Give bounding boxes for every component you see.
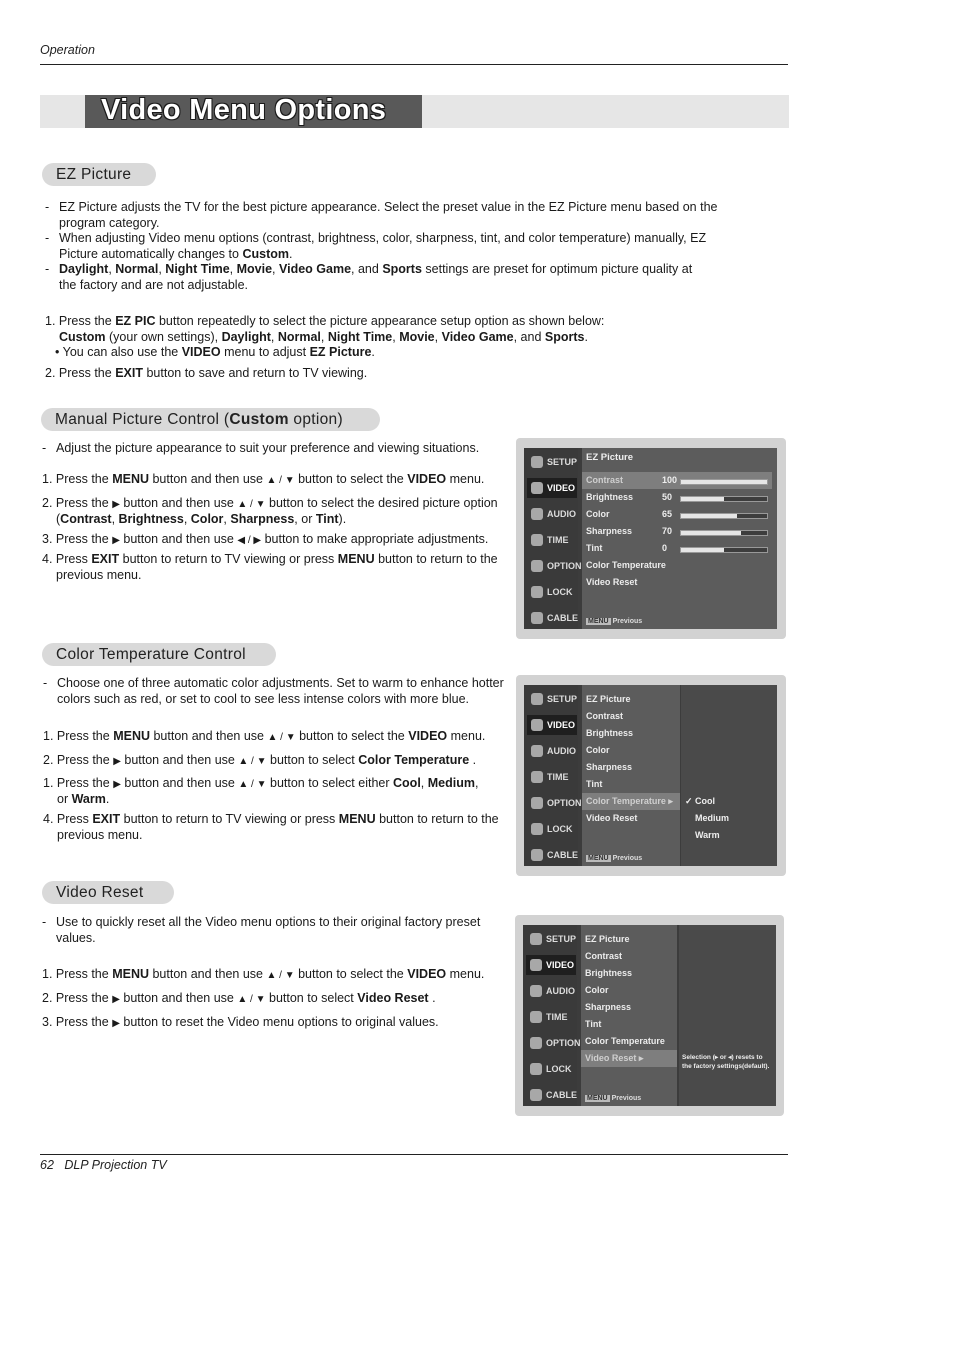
osd-row-tint: Tint <box>586 543 603 553</box>
osd-row-tint: Tint <box>586 779 603 789</box>
osd-value-color: 65 <box>662 509 673 519</box>
osd-option-warm: Warm <box>695 830 720 840</box>
section-heading-video-reset: Video Reset <box>42 881 174 904</box>
osd-reset-note: Selection (▸ or ◂) resets to the factory settings(default). <box>682 1054 770 1070</box>
lock-icon <box>531 586 543 598</box>
osd-tab-lock: LOCK <box>527 582 577 602</box>
osd-tab-column <box>524 448 582 629</box>
osd-row-brightness: Brightness <box>585 968 633 978</box>
audio-icon <box>531 508 543 520</box>
page-title: Video Menu Options <box>101 94 387 126</box>
osd-slider-brightness <box>680 496 768 502</box>
osd-value-contrast: 100 <box>662 475 678 485</box>
osd-footer: MENU Previous <box>587 1095 642 1102</box>
osd-tab-setup: SETUP <box>527 452 577 472</box>
osd-menu-panel <box>581 925 677 1106</box>
osd-row-video-reset: Video Reset <box>586 813 638 823</box>
osd-row-tint: Tint <box>585 1019 602 1029</box>
section-heading-ez-picture: EZ Picture <box>42 163 156 186</box>
time-icon <box>531 771 543 783</box>
cable-icon <box>531 612 543 624</box>
setup-icon <box>531 456 543 468</box>
osd-row-sharpness: Sharpness <box>586 526 633 536</box>
osd-row-brightness: Brightness <box>586 728 634 738</box>
section-heading-color-temperature: Color Temperature Control <box>42 643 276 666</box>
page-footer: 62 DLP Projection TV <box>40 1158 167 1172</box>
osd-tab-option: OPTION <box>526 1033 576 1053</box>
osd-tab-option: OPTION <box>527 793 577 813</box>
osd-row-color-temperature: Color Temperature ▸ <box>582 793 680 810</box>
osd-tab-video: VIDEO <box>526 955 576 975</box>
osd-tab-time: TIME <box>527 530 577 550</box>
osd-row-ez-picture: EZ Picture <box>586 694 631 704</box>
osd-screenshot-video-menu <box>516 438 786 639</box>
time-icon <box>531 534 543 546</box>
setup-icon <box>530 933 542 945</box>
osd-row-color-temperature: Color Temperature <box>586 560 666 570</box>
setup-icon <box>531 693 543 705</box>
osd-screenshot-color-temperature <box>516 675 786 876</box>
osd-tab-audio: AUDIO <box>527 741 577 761</box>
osd-row-sharpness: Sharpness <box>585 1002 632 1012</box>
cable-icon <box>531 849 543 861</box>
osd-row-color: Color <box>586 509 610 519</box>
osd-row-color: Color <box>585 985 609 995</box>
video-icon <box>530 959 542 971</box>
lock-icon <box>530 1063 542 1075</box>
osd-tab-video: VIDEO <box>527 478 577 498</box>
osd-tab-setup: SETUP <box>526 929 576 949</box>
osd-slider-contrast <box>680 479 768 485</box>
osd-screenshot-video-reset <box>515 915 784 1116</box>
option-icon <box>531 560 543 572</box>
osd-value-brightness: 50 <box>662 492 673 502</box>
osd-row-contrast: Contrast <box>582 472 772 489</box>
osd-tab-cable: CABLE <box>527 608 577 628</box>
osd-tab-audio: AUDIO <box>527 504 577 524</box>
osd-menu-panel <box>582 685 680 866</box>
osd-footer: MENU Previous <box>588 618 643 625</box>
osd-submenu-video-reset <box>679 925 776 1106</box>
osd-row-color-temperature: Color Temperature <box>585 1036 665 1046</box>
osd-tab-audio: AUDIO <box>526 981 576 1001</box>
osd-tab-time: TIME <box>526 1007 576 1027</box>
osd-footer: MENU Previous <box>588 855 643 862</box>
osd-row-contrast: Contrast <box>585 951 623 961</box>
osd-tab-cable: CABLE <box>526 1085 576 1105</box>
osd-tab-lock: LOCK <box>526 1059 576 1079</box>
option-icon <box>530 1037 542 1049</box>
time-icon <box>530 1011 542 1023</box>
osd-tab-cable: CABLE <box>527 845 577 865</box>
video-icon <box>531 719 543 731</box>
osd-row-ez-picture: EZ Picture <box>585 934 630 944</box>
section-heading-manual-picture: Manual Picture Control (Custom option) <box>41 408 380 431</box>
osd-row-sharpness: Sharpness <box>586 762 633 772</box>
osd-menu-panel <box>582 448 777 629</box>
cable-icon <box>530 1089 542 1101</box>
osd-tab-lock: LOCK <box>527 819 577 839</box>
audio-icon <box>531 745 543 757</box>
osd-value-sharpness: 70 <box>662 526 673 536</box>
osd-row-video-reset: Video Reset <box>586 577 638 587</box>
osd-slider-color <box>680 513 768 519</box>
osd-row-brightness: Brightness <box>586 492 634 502</box>
osd-tab-video: VIDEO <box>527 715 577 735</box>
osd-slider-tint <box>680 547 768 553</box>
osd-slider-sharpness <box>680 530 768 536</box>
header-rule <box>40 64 788 65</box>
audio-icon <box>530 985 542 997</box>
osd-tab-column <box>524 685 582 866</box>
osd-menu-title: EZ Picture <box>586 452 633 463</box>
running-head: Operation <box>40 43 95 57</box>
osd-row-color: Color <box>586 745 610 755</box>
osd-tab-option: OPTION <box>527 556 577 576</box>
footer-rule <box>40 1154 788 1155</box>
lock-icon <box>531 823 543 835</box>
osd-tab-time: TIME <box>527 767 577 787</box>
video-icon <box>531 482 543 494</box>
osd-row-contrast: Contrast <box>586 711 624 721</box>
osd-option-cool: ✓ Cool <box>685 796 716 806</box>
osd-submenu-color-temperature <box>681 685 777 866</box>
osd-tab-setup: SETUP <box>527 689 577 709</box>
osd-tab-column <box>523 925 581 1106</box>
option-icon <box>531 797 543 809</box>
osd-option-medium: Medium <box>695 813 730 823</box>
osd-value-tint: 0 <box>662 543 668 553</box>
osd-row-video-reset: Video Reset ▸ <box>581 1050 677 1067</box>
